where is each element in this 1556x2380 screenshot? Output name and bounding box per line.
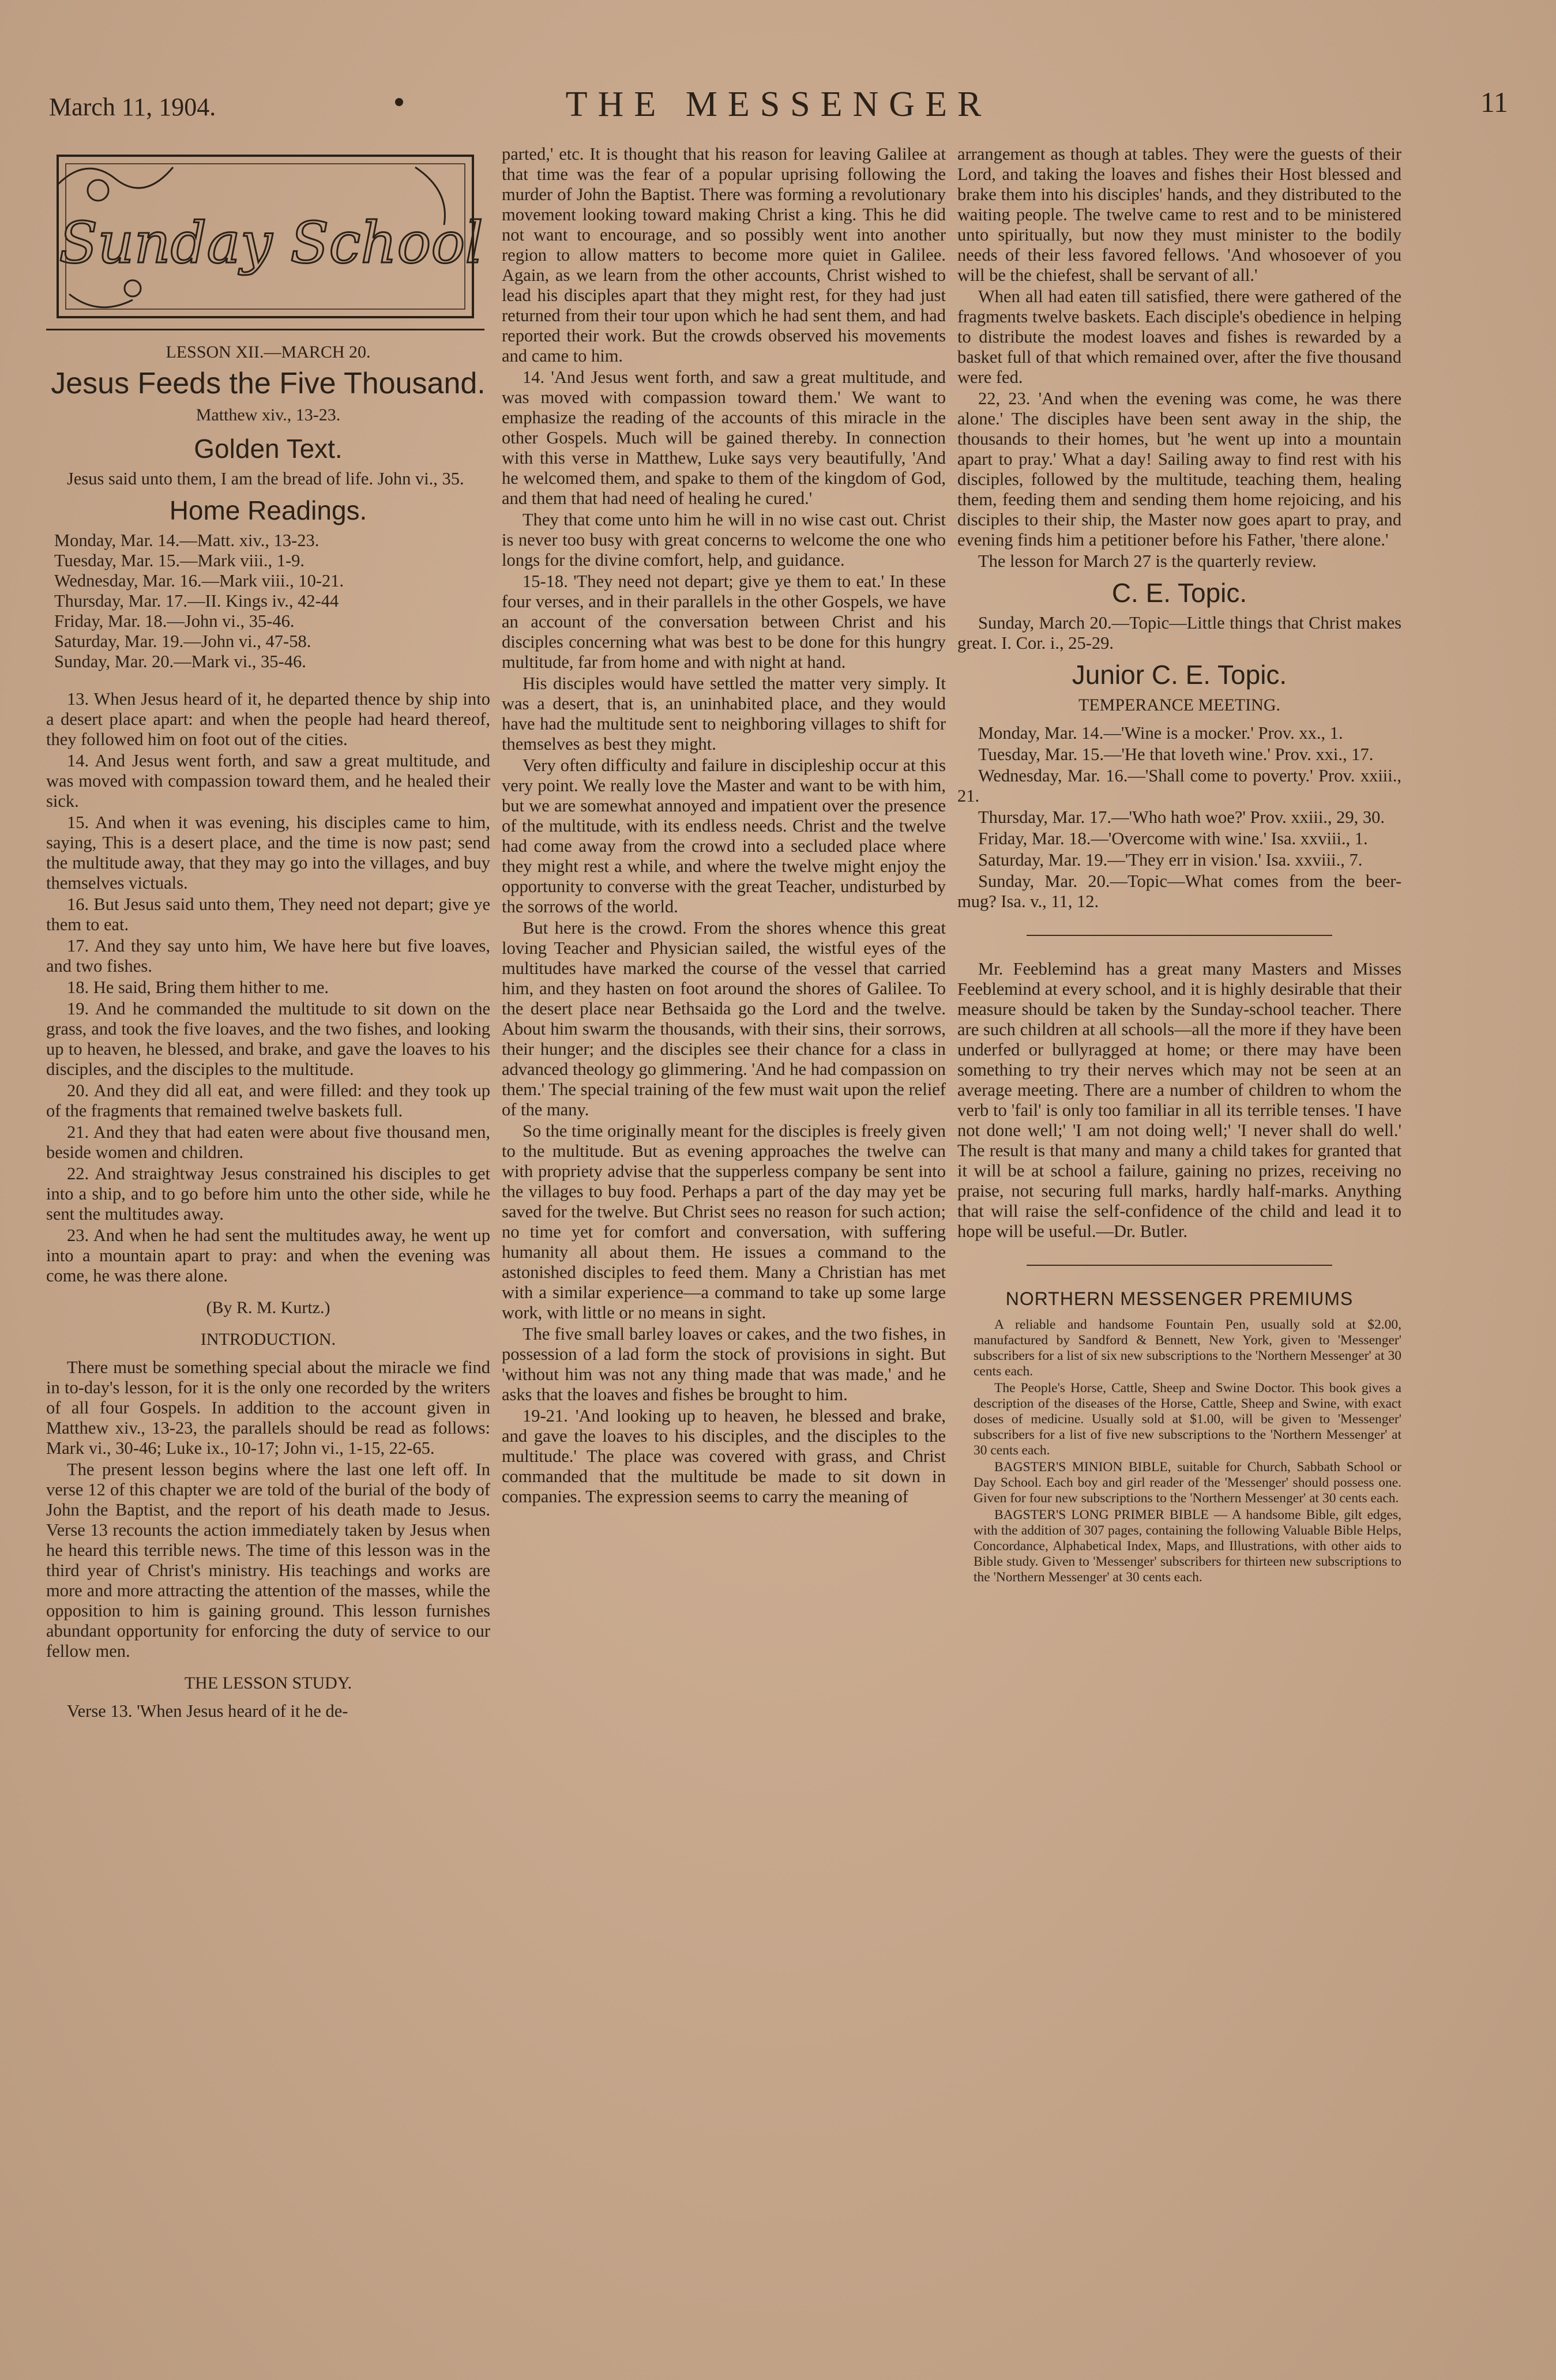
home-reading-item: Friday, Mar. 18.—John vi., 35-46. [54,611,295,631]
page-number: 11 [1480,86,1508,118]
article-paragraph: 15-18. 'They need not depart; give ye them to eat.' In these four verses, and in their parallels in the other Gospels, we have an account of the conversation between Christ and his disciples concerning what was best to be done for this hungry multitude, far from home and with night at hand. [502,571,946,672]
issue-date: March 11, 1904. [49,93,216,121]
introduction-heading: INTRODUCTION. [200,1330,336,1349]
byline: (By R. M. Kurtz.) [206,1298,330,1317]
home-reading-item: Monday, Mar. 14.—Matt. xiv., 13-23. [54,531,320,550]
verse: 23. And when he had sent the multitudes away, he went up into a mountain apart to pray: and when the evening was come, he was there alone. [46,1225,490,1285]
ce-topic-heading: C. E. Topic. [1111,578,1247,608]
junior-topic-item: Friday, Mar. 18.—'Overcome with wine.' Isa. xxviii., 1. [978,829,1368,848]
lesson-number: LESSON XII.—MARCH 20. [166,343,371,362]
article-paragraph: parted,' etc. It is thought that his reason for leaving Galilee at that time was the fear of a popular uprising following the murder of John the Baptist. There was forming a revolutionary movement looking toward making Christ a king. This he did not want to encourage, and so possibly went into another region to allow matters to become more quiet in Galilee. Again, as we learn from the other accounts, Christ wished to lead his disciples apart that they might rest, for they had just returned from their tour upon which he had sent them, and had reported their work. But the crowds observed his movements and came to him. [502,144,946,366]
article-paragraph: When all had eaten till satisfied, there were gathered of the fragments twelve baskets. Each disciple's obedience in helping to distribute the modest loaves and fishes is rewarded by a basket full of that which remained over, after the five thousand were fed. [957,287,1401,387]
home-readings-heading: Home Readings. [169,495,367,525]
verse: 17. And they say unto him, We have here but five loaves, and two fishes. [46,936,490,976]
article-paragraph: They that come unto him he will in no wise cast out. Christ is never too busy with great concerns to welcome the one who longs for the divine comfort, help, and guidance. [502,510,946,570]
scripture-verses [46,689,490,1286]
lesson-reference: Matthew xiv., 13-23. [196,405,341,424]
premium-item: BAGSTER'S MINION BIBLE, suitable for Church, Sabbath School or Day School. Each boy and girl reader of the 'Messenger' should possess one. Given for four new subscriptions to the 'Northern Messenger' at 30 cents each. [974,1460,1401,1506]
home-reading-item: Sunday, Mar. 20.—Mark vi., 35-46. [54,652,306,671]
feeblemind-article: Mr. Feeblemind has a great many Masters and Misses Feeblemind at every school, and it is highly desirable that their measure should be taken by the Sunday-school teacher. There are such children at all schools—all the more if they have been underfed or bullyragged at home; or there may have been something to try their nerves which may not be seen at an average meeting. There are a number of children to whom the verb to 'fail' is only too familiar in all its terrible tenses. 'I have not done well;' 'I am not doing well;' 'I never shall do well.' The result is that many and many a child takes for granted that it will be at school a failure, gaining no prizes, receiving no praise, not securing full marks, hardly half-marks. Anything that will raise the self-confidence of the child and lead it to hope will be useful.—Dr. Butler. [957,959,1401,1241]
home-reading-item: Wednesday, Mar. 16.—Mark viii., 10-21. [54,571,344,591]
article-paragraph: 19-21. 'And looking up to heaven, he blessed and brake, and gave the loaves to his disciples, and the disciples to the multitude.' The place was covered with grass, and Christ commanded that the multitude be made to sit down in companies. The expression seems to carry the meaning of [502,1406,946,1506]
sunday-school-logo [46,144,484,330]
junior-topic-item: Saturday, Mar. 19.—'They err in vision.' Isa. xxviii., 7. [978,850,1363,870]
verse: 14. And Jesus went forth, and saw a great multitude, and was moved with compassion toward them, and he healed their sick. [46,751,490,811]
verse: 20. And they did all eat, and were filled: and they took up of the fragments that remained twelve baskets full. [46,1081,490,1121]
junior-topic-item: Tuesday, Mar. 15.—'He that loveth wine.' Prov. xxi., 17. [978,745,1374,764]
verse: 18. He said, Bring them hither to me. [67,977,329,997]
home-reading-item: Tuesday, Mar. 15.—Mark viii., 1-9. [54,551,305,570]
verse: 22. And straightway Jesus constrained his disciples to get into a ship, and to go before him unto the other side, while he sent the multitudes away. [46,1164,490,1224]
newspaper-title: THE MESSENGER [565,85,992,124]
article-paragraph: 22, 23. 'And when the evening was come, he was there alone.' The disciples have been sent away in the ship, the thousands to their homes, but 'he went up into a mountain apart to pray.' What a day! Sailing away to find rest with his disciples, followed by the multitude, teaching them, healing them, feeding them and sending them home rejoicing, and his disciples to their ship, the Master now goes apart to pray, and evening finds him a petitioner before his Father, 'there alone.' [957,389,1401,550]
verse: 15. And when it was evening, his disciples came to him, saying, This is a desert place, and the time is now past; send the multitude away, that they may go into the villages, and buy themselves victuals. [46,813,490,893]
article-paragraph: arrangement as though at tables. They were the guests of their Lord, and taking the loaves and fishes their Host blessed and brake them into his disciples' hands, and they distributed to the waiting people. The twelve came to rest and to be ministered unto spiritually, but now they must minister to the bodily needs of their less favored fellows. 'And whosoever of you will be the chiefest, shall be servant of all.' [957,144,1401,285]
home-readings-list [46,531,490,672]
premium-item: BAGSTER'S LONG PRIMER BIBLE — A handsome Bible, gilt edges, with the addition of 307 pages, containing the following Valuable Bible Helps, Concordance, Alphabetical Index, Maps, and Illustrations, with other aids to Bible study. Given to 'Messenger' subscribers for thirteen new subscriptions to the 'Northern Messenger' at 30 cents each. [974,1507,1401,1585]
article-paragraph: The lesson for March 27 is the quarterly review. [978,551,1317,571]
article-paragraph: But here is the crowd. From the shores whence this great loving Teacher and Physician sailed, the wistful eyes of the multitudes have marked the course of the vessel that carried him, and they hasten on foot around the shores of Galilee. To the desert place near Bethsaida go the Lord and the twelve. About him swarm the thousands, with their sins, their sorrows, their hunger; and the disciples see their chance for a class in advanced theology go glimmering. 'And he had compassion on them.' The special training of the few must wait upon the relief of the many. [502,918,946,1119]
column-1 [46,144,490,1723]
section-divider [1027,1265,1332,1266]
article-paragraph: His disciples would have settled the matter very simply. It was a desert, that is, an uninhabited place, and they would have had the multitude sent to neighboring villages to shift for themselves as best they might. [502,674,946,754]
section-divider [1027,935,1332,936]
junior-topic-item: Wednesday, Mar. 16.—'Shall come to poverty.' Prov. xxiii., 21. [957,766,1401,806]
verse: 13. When Jesus heard of it, he departed thence by ship into a desert place apart: and when the people had heard thereof, they followed him on foot out of the cities. [46,689,490,749]
masthead [49,81,1508,127]
lesson-title: Jesus Feeds the Five Thousand. [51,367,486,400]
article-paragraph: Very often difficulty and failure in discipleship occur at this very point. We really love the Master and want to be with him, but we are somewhat annoyed and impatient over the presence of the multitude, with its endless needs. Christ and the twelve had come away from the crowd into a secluded place where they might rest a while, and where the twelve might enjoy the opportunity to converse with the great Teacher, undisturbed by the sorrows of the world. [502,755,946,916]
junior-topic-item: Monday, Mar. 14.—'Wine is a mocker.' Prov. xx., 1. [978,723,1343,743]
golden-text-heading: Golden Text. [194,434,343,464]
premium-item: A reliable and handsome Fountain Pen, usually sold at $2.00, manufactured by Sandford & Bennett, New York, given to 'Messenger' subscribers for a list of six new subscriptions to the 'Northern Messenger' at 30 cents each. [974,1317,1401,1379]
article-paragraph: 14. 'And Jesus went forth, and saw a great multitude, and was moved with compassion toward them.' We want to emphasize the reading of the accounts of this miracle in the other Gospels. Much will be gained thereby. In connection with this verse in Matthew, Luke says very beautifully, 'And he welcomed them, and spake to them of the kingdom of God, and them that had need of healing he cured.' [502,367,946,508]
junior-topic-item: Sunday, Mar. 20.—Topic—What comes from the beer-mug? Isa. v., 11, 12. [957,871,1401,911]
home-reading-item: Saturday, Mar. 19.—John vi., 47-58. [54,631,311,651]
lesson-study-paragraph: Verse 13. 'When Jesus heard of it he de- [67,1701,348,1721]
logo-lettering: Sunday School [59,210,483,276]
junior-ce-heading: Junior C. E. Topic. [1072,660,1287,690]
temperance-meeting-heading: TEMPERANCE MEETING. [1078,695,1280,715]
premium-item: The People's Horse, Cattle, Sheep and Swine Doctor. This book gives a description of the diseases of the Horse, Cattle, Sheep and Swine, with exact doses of medicine. Usually sold at $1.00, will be given to 'Messenger' subscribers for a list of five new subscriptions to the 'Northern Messenger' at 30 cents each. [974,1381,1401,1458]
ce-topic-text: Sunday, March 20.—Topic—Little things that Christ makes great. I. Cor. i., 25-29. [957,613,1401,653]
lesson-study-heading: THE LESSON STUDY. [184,1674,352,1693]
column-2 [502,144,946,1508]
verse: 19. And he commanded the multitude to sit down on the grass, and took the five loaves, and the two fishes, and looking up to heaven, he blessed, and brake, and gave the loaves to his disciples, and the disciples to the multitude. [46,999,490,1079]
junior-topic-item: Thursday, Mar. 17.—'Who hath woe?' Prov. xxiii., 29, 30. [978,807,1385,827]
article-paragraph: The five small barley loaves or cakes, and the two fishes, in possession of a lad form the stock of provisions in sight. But 'without him was not any thing made that was made,' and he asks that the loaves and fishes be brought to him. [502,1324,946,1404]
golden-text: Jesus said unto them, I am the bread of life. John vi., 35. [67,469,464,488]
introduction-paragraph: The present lesson begins where the last one left off. In verse 12 of this chapter we are told of the burial of the body of John the Baptist, and the report of his death made to Jesus. Verse 13 recounts the action immediately taken by Jesus when he heard this terrible news. The time of this lesson was in the third year of Christ's ministry. His teachings and works are more and more attracting the attention of the masses, while the opposition to him is gaining ground. This lesson furnishes abundant opportunity for enforcing the duty of service to our fellow men. [46,1460,490,1661]
article-paragraph: So the time originally meant for the disciples is freely given to the multitude. But as evening approaches the twelve can with propriety advise that the supperless company be sent into the villages to buy food. Perhaps a part of the day may yet be saved for the twelve. But Christ sees no reason for such action; no time yet for comfort and conversation, with suffering humanity all about them. He issues a command to the astonished disciples to feed them. Many a Christian has met with a similar experience—a command to take up some large work, with little or no means in sight. [502,1121,946,1322]
premiums-heading: NORTHERN MESSENGER PREMIUMS [1005,1288,1354,1309]
home-reading-item: Thursday, Mar. 17.—II. Kings iv., 42-44 [54,591,339,611]
verse: 16. But Jesus said unto them, They need not depart; give ye them to eat. [46,894,490,934]
column-3 [957,144,1401,1586]
sunday-school-ornament [46,144,484,329]
introduction-paragraph: There must be something special about the miracle we find in to-day's lesson, for it is the only one recorded by the writers of all four Gospels. In addition to the account given in Matthew xiv., 13-23, the parallels should be read as follows: Mark vi., 30-46; Luke ix., 10-17; John vi., 1-15, 22-65. [46,1358,490,1458]
verse: 21. And they that had eaten were about five thousand men, beside women and children. [46,1122,490,1162]
